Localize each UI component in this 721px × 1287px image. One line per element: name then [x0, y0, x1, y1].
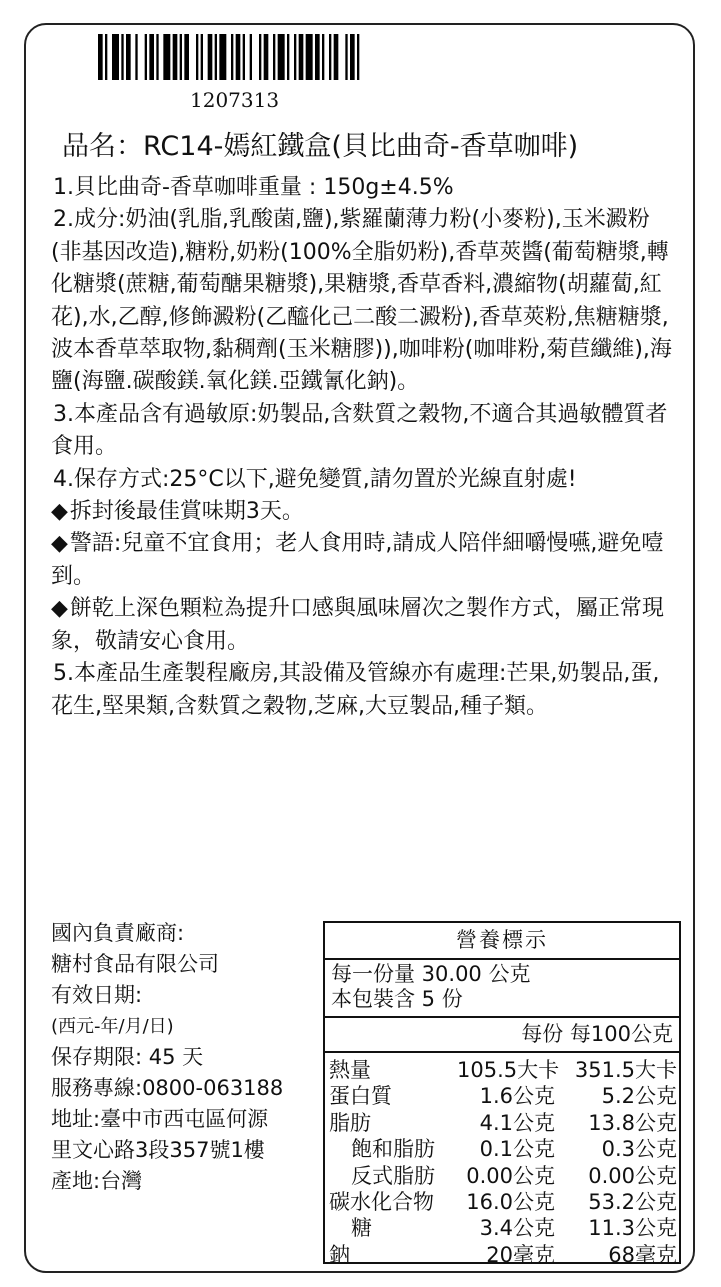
detail-item: 4.保存方式:25°C以下,避免變質,請勿置於光線直射處! — [53, 466, 577, 492]
product-name: 品名：RC14-嫣紅鐵盒(貝比曲奇-香草咖啡) — [62, 131, 579, 162]
nutrition-rows — [325, 1053, 679, 1268]
serving-size: 每一份量 30.00 公克 — [331, 962, 531, 986]
nutrition-title: 營養標示 — [325, 923, 679, 960]
nutrient-name: 碳水化合物 — [329, 1189, 434, 1214]
nutrient-per-serving: 105.5大卡 — [457, 1058, 560, 1082]
nutrition-row — [325, 1189, 679, 1215]
expiry-format: (西元-年/月/日) — [51, 1016, 174, 1037]
address-line-1: 地址:臺中市西屯區何源 — [51, 1107, 269, 1131]
nutrient-per-100g: 0.00公克 — [588, 1163, 677, 1188]
nutrient-per-100g: 5.2公克 — [601, 1084, 677, 1109]
nutrient-name: 蛋白質 — [329, 1084, 392, 1109]
product-details — [51, 172, 673, 723]
nutrient-name: 飽和脂肪 — [351, 1137, 435, 1162]
barcode-number: 1207313 — [190, 88, 280, 112]
shelf-life: 保存期限: 45 天 — [51, 1045, 204, 1069]
nutrient-per-serving: 0.00公克 — [466, 1163, 555, 1188]
nutrient-name: 反式脂肪 — [351, 1163, 435, 1188]
nutrient-name: 熱量 — [329, 1058, 371, 1082]
nutrient-per-100g: 351.5大卡 — [574, 1058, 677, 1082]
manufacturer-label: 國內負責廠商: — [51, 921, 185, 945]
expiry-label: 有效日期: — [51, 983, 143, 1007]
nutrition-column-headers — [325, 1018, 679, 1053]
nutrient-per-serving: 0.1公克 — [479, 1137, 555, 1162]
bullet-icon: ◆ — [51, 596, 68, 622]
nutrient-per-100g: 11.3公克 — [588, 1216, 677, 1241]
serving-info — [325, 960, 679, 1018]
nutrient-per-100g: 13.8公克 — [588, 1110, 677, 1135]
detail-item: 3.本產品含有過敏原:奶製品,含麩質之穀物,不適合其過敏體質者食用。 — [51, 401, 668, 460]
nutrient-per-serving: 4.1公克 — [479, 1110, 555, 1135]
nutrient-per-serving: 1.6公克 — [479, 1084, 555, 1109]
detail-item: 1.貝比曲奇-香草咖啡重量 : 150g±4.5% — [53, 175, 454, 200]
detail-item: ◆警語:兒童不宜食用；老人食用時,請成人陪伴細嚼慢嚥,避免噎到。 — [51, 531, 664, 589]
nutrient-per-serving: 3.4公克 — [479, 1216, 555, 1241]
address-line-2: 里文心路3段357號1樓 — [51, 1138, 265, 1162]
nutrient-name: 鈉 — [329, 1242, 350, 1267]
nutrition-row — [325, 1057, 679, 1083]
col-per-serving: 每份 — [521, 1022, 564, 1046]
detail-item: ◆餅乾上深色顆粒為提升口感與風味層次之製作方式，屬正常現象，敬請安心食用。 — [51, 596, 664, 654]
detail-item: 5.本產品生產製程廠房,其設備及管線亦有處理:芒果,奶製品,蛋,花生,堅果類,含麩質之穀物,芝麻,大豆製品,種子類。 — [51, 661, 660, 719]
bullet-icon: ◆ — [51, 531, 68, 557]
bullet-icon: ◆ — [51, 499, 68, 525]
nutrient-per-serving: 20毫克 — [486, 1242, 555, 1267]
servings-per-pack: 本包裝含 5 份 — [331, 987, 463, 1011]
manufacturer-name: 糖村食品有限公司 — [51, 952, 219, 976]
nutrient-per-100g: 53.2公克 — [588, 1189, 677, 1214]
nutrient-per-100g: 0.3公克 — [601, 1137, 677, 1162]
detail-item: 2.成分:奶油(乳脂,乳酸菌,鹽),紫羅蘭薄力粉(小麥粉),玉米澱粉(非基因改造),糖粉,奶粉(100%全脂奶粉),香草莢醬(葡萄糖漿,轉化糖漿(蔗糖,葡萄醣果糖漿),果糖漿,香草香料,濃縮物(胡蘿蔔,紅花),水,乙醇,修飾澱粉(乙醯化己二酸二澱粉),香草莢粉,焦糖糖漿,波本香草萃取物,黏稠劑(玉米糖膠)),咖啡粉(咖啡粉,菊苣纖維),海鹽(海鹽.碳酸鎂.氧化鎂.亞鐵氰化鈉)。 — [51, 207, 672, 395]
nutrition-row — [325, 1136, 679, 1162]
nutrient-per-100g: 68毫克 — [608, 1242, 677, 1267]
nutrition-row — [325, 1242, 679, 1268]
manufacturer-info — [51, 918, 321, 1197]
nutrition-row — [325, 1083, 679, 1109]
col-per-100g: 每100公克 — [569, 1022, 673, 1046]
barcode — [98, 34, 364, 80]
nutrient-per-serving: 16.0公克 — [466, 1189, 555, 1214]
nutrition-row — [325, 1110, 679, 1136]
nutrient-name: 脂肪 — [329, 1110, 371, 1135]
nutrition-row — [325, 1163, 679, 1189]
nutrition-row — [325, 1215, 679, 1241]
nutrition-facts-table — [323, 921, 681, 1267]
origin: 產地:台灣 — [51, 1169, 143, 1193]
service-hotline: 服務專線:0800-063188 — [51, 1076, 284, 1100]
nutrient-name: 糖 — [351, 1216, 372, 1241]
detail-item: ◆拆封後最佳賞味期3天。 — [51, 499, 304, 525]
